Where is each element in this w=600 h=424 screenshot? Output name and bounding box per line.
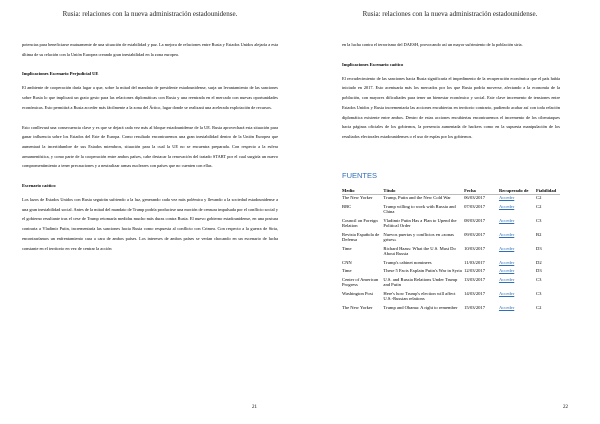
acceder-link[interactable]: Acceder: [498, 231, 515, 237]
source-date-cell: 08/03/2017: [464, 217, 486, 223]
source-reliability-cell: D3: [536, 245, 542, 251]
acceder-link[interactable]: Acceder: [498, 203, 515, 209]
source-title-cell: These 5 Facts Explain Putin's War in Syria: [383, 268, 462, 274]
source-date-cell: 14/03/2017: [464, 290, 486, 296]
source-link: [499, 260, 536, 269]
source-date-cell: 10/03/2017: [464, 245, 486, 251]
right-page: [300, 0, 600, 424]
right-page-content: [342, 40, 560, 313]
source-medium-cell: Revista Española de Defensa: [342, 231, 380, 243]
source-date-cell: 15/03/2017: [464, 304, 486, 310]
acceder-link[interactable]: Acceder: [498, 268, 515, 274]
source-reliability-cell: B2: [536, 231, 542, 237]
source-link: [499, 291, 536, 305]
source-link: [499, 218, 536, 232]
source-date-cell: 07/03/2017: [464, 203, 486, 209]
source-link: [499, 232, 536, 246]
source-reliability-cell: D3: [536, 268, 542, 274]
source-title-cell: Trump willing to work with Russia and China: [383, 203, 456, 215]
source-reliability-cell: C2: [536, 304, 542, 310]
column-header: Recuperado de: [498, 187, 529, 193]
source-link: [499, 246, 536, 260]
running-head: Rusia: relaciones con la nueva administración estadounidense.: [362, 10, 538, 18]
paragraph: Los lazos de Estados Unidos con Rusia seguirán sufriendo a la luz, generando cada vez más polémica y llevando a la sociedad estadounidense a una gran inestabilidad social. Antes de la mitad del mandato de Trump podría producirse una moción de censura impulsada por el conflicto social y el gobierno resultante tras el cese de Trump retomaría medidas mucho más duras contra Rusia. El nuevo gobierno estadounidense, en una postura contraria a Vladimir Putin, incrementaría las sanciones hacia Rusia como respuesta al conflicto con Crimea. Con respecto a la guerra de Siria, encontraríamos un enfrentamiento cara a cara de ambos países. Los intereses de ambos países se verían chocando en un escenario de lucha constante en el territorio en vez de centrar la acción: [22, 197, 278, 251]
source-medium-cell: The New Yorker: [342, 304, 373, 310]
source-medium-cell: Washington Post: [342, 290, 373, 296]
acceder-link[interactable]: Acceder: [498, 195, 515, 201]
table-row: [342, 260, 560, 269]
paragraph: Esto conllevará una consecuencia clave y es que se dejará cada vez más al bloque estadounidense de la UE. Rusia aprovechará esta situación para ganar influencia sobre los Estados del Este de Europa. Como resultado encontraremos una gran inestabilidad dentro de la Unión Europea que aumentará la incertidumbre de sus Estados miembros, situación para la cual la UE no se encuentra preparada. Con respecto a la esfera armamentística, y como parte de la cooperación entre ambos países, cabe destacar la renovación del tratado START por el cual surgiría un nuevo compromentimiento a tener precauciones y a neutralizar armas nucleares con países que no cuenten con ellas.: [22, 124, 278, 169]
source-medium-cell: The New Yorker: [342, 195, 373, 201]
source-reliability-cell: C3: [536, 276, 542, 282]
sources-title: FUENTES: [342, 170, 378, 180]
source-medium-cell: CNN: [342, 259, 352, 265]
source-title-cell: Nuevos puertas y conflictos en «zonas grises»: [383, 231, 454, 243]
paragraph: potencias para beneficiarse mutuamente de una situación de estabilidad y paz. La mejora de relaciones entre Rusia y Estados Unidos alejaría a esta última de su relación con la Unión Europea creando gran inestabilidad en la zona europea.: [22, 42, 278, 57]
source-medium-cell: Council on Foreign Relation: [342, 217, 378, 229]
acceder-link[interactable]: Acceder: [498, 276, 515, 282]
source-link: [499, 305, 536, 314]
table-row: [342, 305, 560, 314]
acceder-link[interactable]: Acceder: [498, 217, 515, 223]
acceder-link[interactable]: Acceder: [498, 259, 515, 265]
table-row: [342, 218, 560, 232]
source-date-cell: 12/03/2017: [464, 268, 486, 274]
column-header: Título: [383, 187, 396, 193]
column-header: Fecha: [464, 187, 476, 193]
source-medium-cell: Time: [342, 245, 352, 251]
source-title-cell: Here's how Trump's election will affect U.S.-Russian relations: [383, 290, 456, 302]
section-heading: Escenario caótico: [22, 183, 56, 189]
source-title-cell: Richard Haass: What the U.S. Must Do About Russia: [383, 245, 456, 257]
table-row: [342, 204, 560, 218]
source-title-cell: Trump's cabinet nominees: [383, 259, 432, 265]
page-number: 22: [563, 405, 568, 410]
source-link: [499, 268, 536, 277]
acceder-link[interactable]: Acceder: [498, 304, 515, 310]
source-reliability-cell: C2: [536, 195, 542, 201]
source-date-cell: 06/03/2017: [464, 195, 486, 201]
table-row: [342, 232, 560, 246]
sources-table: [342, 188, 560, 314]
table-row: [342, 268, 560, 277]
source-link: [499, 195, 536, 204]
source-date-cell: 13/03/2017: [464, 276, 486, 282]
column-header: Fiabilidad: [536, 187, 557, 193]
section-heading: Implicaciones Escenario caótico: [342, 61, 404, 67]
table-row: [342, 291, 560, 305]
running-head: Rusia: relaciones con la nueva administración estadounidense.: [62, 10, 238, 18]
source-medium-cell: Time: [342, 268, 352, 274]
table-row: [342, 195, 560, 204]
source-medium-cell: Center of American Progress: [342, 276, 379, 288]
source-title-cell: Vladimir Putin Has a Plan to Upend the Political Order: [383, 217, 457, 229]
table-row: [342, 246, 560, 260]
section-heading: Implicaciones Escenario Perjudicial UE: [22, 71, 99, 77]
left-page-content: [22, 40, 278, 253]
source-title-cell: Trump, Putin and the New Cold War: [383, 195, 451, 201]
source-title-cell: Trump and Obama: A right to remember: [383, 304, 458, 310]
source-reliability-cell: C3: [536, 217, 542, 223]
source-title-cell: U.S. and Russia Relations Under Trump and Putin: [383, 276, 458, 288]
source-date-cell: 11/03/2017: [464, 259, 485, 265]
source-link: [499, 277, 536, 291]
source-link: [499, 204, 536, 218]
source-medium-cell: BBC: [342, 203, 352, 209]
source-reliability-cell: C2: [536, 203, 542, 209]
paragraph: en la lucha contra el terrorismo del DAESH, provocando así un mayor sufrimiento de la población siria.: [342, 42, 523, 47]
source-reliability-cell: C3: [536, 290, 542, 296]
paragraph: El ambiente de cooperación daría lugar a que, sobre la mitad del mandato de presidente estadounidense, surja un levantamiento de las sanciones sobre Rusia lo que implicará un grato gesto para las relaciones diplomáticas con Rusia y una reentrada en el mercado con nuevas oportunidades económicas. Esto permitirá a Rusia acceder más fácilmente a la zona del Ártico, lugar donde se realizará una acelerada explotación de recursos.: [22, 85, 278, 110]
acceder-link[interactable]: Acceder: [498, 245, 515, 251]
page-number: 21: [252, 405, 257, 410]
table-header-row: [342, 188, 560, 195]
source-date-cell: 09/03/2017: [464, 231, 486, 237]
column-header: Medio: [342, 187, 355, 193]
acceder-link[interactable]: Acceder: [498, 290, 515, 296]
paragraph: El recrudecimiento de las sanciones hacia Rusia significaría el impedimento de la recuperación económica que el país había iniciado en 2017. Esto acentuaría más los mercados por los que Rusia podría moverse, afectando a la economía de la población, con mayores dificultades para tener un bienestar económico y social. Este clave incremento de tensiones entre Estados Unidos y Rusia incrementaría las acciones encubiertas en territorio contrario, pudiendo acabar así con toda relación diplomática existente entre ambos. Dentro de estas acciones encubiertas encontraremos el incremento de los ciberataques hacia páginas oficiales de los gobiernos, la presencia aumentada de hackers como en la supuesta manipulación de los resultados electorales estadounidenses o el uso de espías por los gobiernos.: [342, 75, 560, 139]
table-row: [342, 277, 560, 291]
source-reliability-cell: D2: [536, 259, 542, 265]
